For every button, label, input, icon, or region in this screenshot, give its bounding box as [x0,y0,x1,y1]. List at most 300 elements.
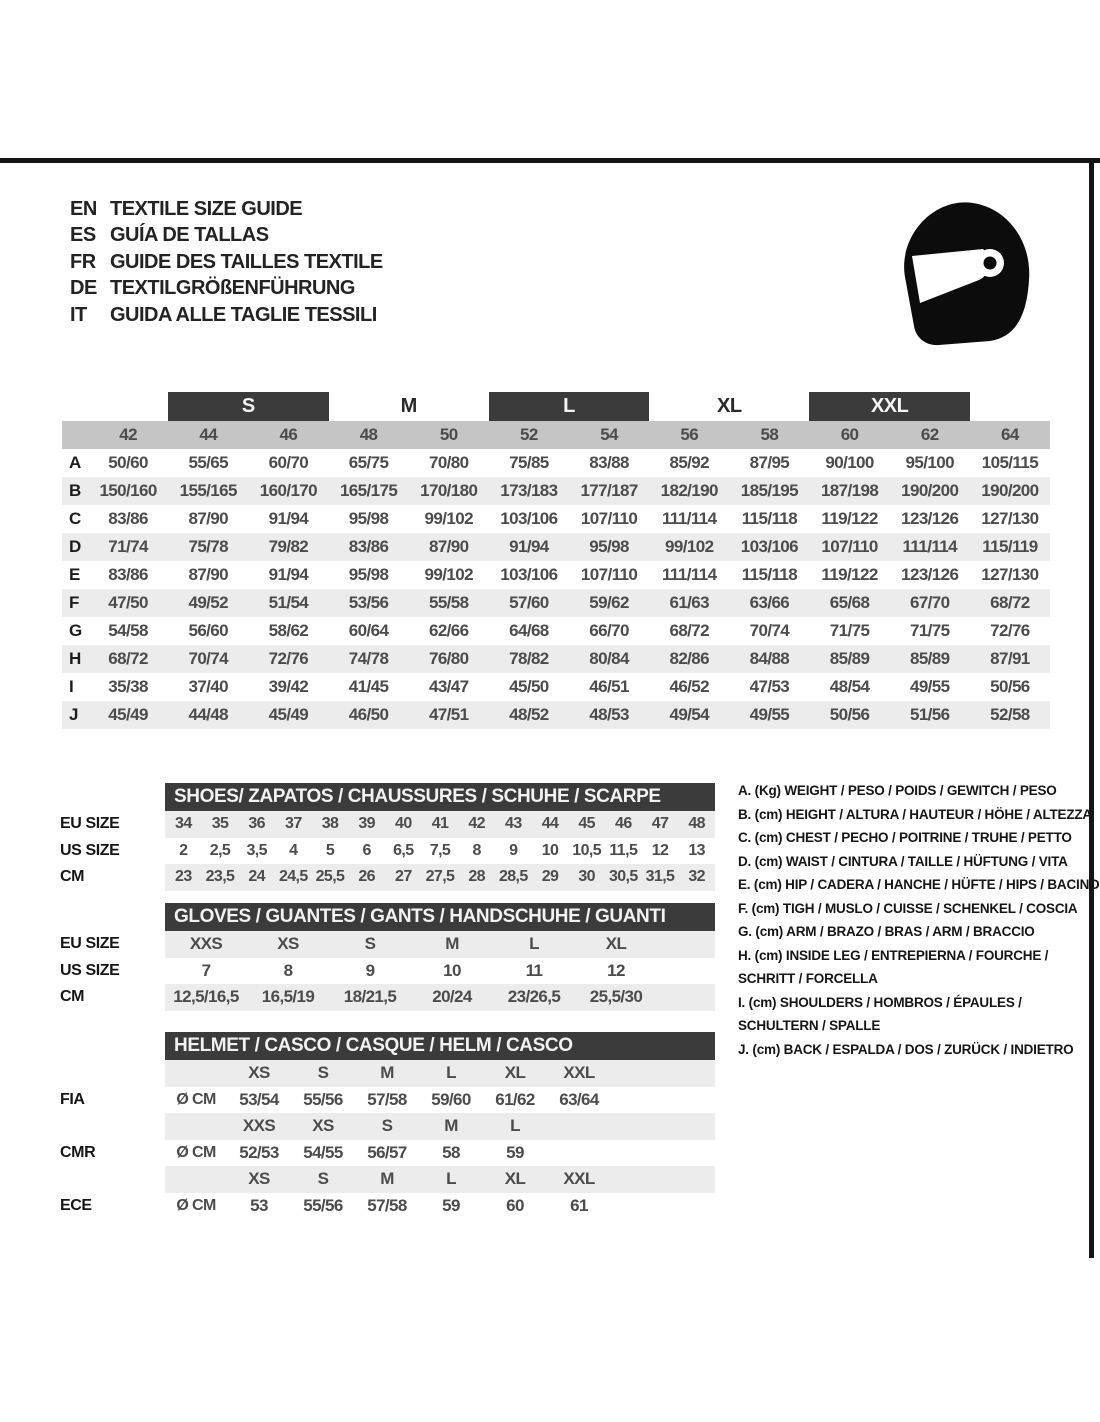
size-value: 5 [325,841,335,859]
measurement-value: 83/86 [348,537,389,556]
helmet-size-label: XS [248,1063,270,1083]
measurement-value: 49/52 [188,593,229,612]
measurement-value: 43/47 [428,677,469,696]
size-value: 38 [321,815,339,833]
measurement-value: 71/74 [108,537,148,556]
language-title: GUIDE DES TAILLES TEXTILE [110,250,383,273]
measurement-value: 185/195 [740,481,799,500]
size-value: 28 [468,868,485,886]
language-title: GUIDA ALLE TAGLIE TESSILI [110,303,377,326]
measurement-value: 45/49 [108,705,148,724]
measurement-value: 123/126 [901,565,959,584]
measurement-value: 85/92 [669,453,710,472]
measurement-value: 72/76 [990,621,1030,640]
helmet-size-label: XS [248,1169,270,1189]
measurement-value: 99/102 [424,509,473,528]
scale-label: EU SIZE [60,815,120,833]
gloves-row [60,958,720,985]
gloves-values [165,984,715,1011]
size-value: 24,5 [278,868,308,886]
measurement-value: 51/56 [909,705,950,724]
measurement-row-b [62,477,1050,505]
measurement-row-g [62,617,1050,645]
measurement-rows [62,449,1050,729]
size-value: XS [277,934,299,954]
measurement-value: 46/52 [669,677,710,696]
measurement-value: 60/70 [268,453,309,472]
helmet-size-labels [165,1113,715,1140]
helmet-title: HELMET / CASCO / CASQUE / HELM / CASCO [165,1032,715,1060]
size-value: 10 [443,960,461,980]
size-group-l: L [489,392,649,421]
measurement-value: 65/68 [829,593,870,612]
measurement-value: 48/54 [829,677,870,696]
helmet-size-header-row [60,1060,720,1087]
measurement-value: 62/66 [428,621,469,640]
measurement-row-label: A [69,453,81,472]
right-border-line [1089,158,1094,1258]
helmet-size-label: S [317,1063,329,1083]
numeric-size-label: 42 [119,425,137,444]
size-value: L [529,934,539,954]
size-value: 20/24 [432,987,472,1007]
measurement-value: 71/75 [909,621,950,640]
helmet-size-value: 59 [442,1195,460,1215]
size-value: 11,5 [609,841,638,859]
language-title: TEXTILGRÖßENFÜHRUNG [110,277,355,300]
numeric-size-label: 54 [600,425,618,444]
language-code: FR [70,250,96,273]
measurement-value: 99/102 [424,565,473,584]
numeric-size-label: 44 [199,425,218,444]
measurement-value: 165/175 [339,481,398,500]
helmet-size-label: XXL [563,1169,595,1189]
size-value: 2,5 [209,841,231,859]
measurement-value: 68/72 [108,649,148,668]
measurement-row-i [62,673,1050,701]
measurement-row-a [62,449,1050,477]
helmet-size-value: 56/57 [367,1142,407,1162]
size-value: 31,5 [645,868,675,886]
size-group-xl: XL [717,395,742,417]
measurement-value: 87/90 [188,509,229,528]
size-value: 9 [365,960,375,980]
measurement-value: 74/78 [348,649,389,668]
helmet-size-label: S [317,1169,329,1189]
measurement-value: 57/60 [509,593,549,612]
measurement-row-f [62,589,1050,617]
size-group-xxl: XXL [809,392,969,421]
size-value: 44 [541,815,559,833]
helmet-values [165,1193,715,1220]
measurement-value: 44/48 [188,705,229,724]
size-value: 35 [211,815,229,833]
measurement-row-label: H [69,649,81,668]
measurement-value: 48/52 [509,705,549,724]
measurement-value: 87/91 [990,649,1030,668]
measurement-value: 160/170 [259,481,318,500]
measurement-value: 48/53 [589,705,629,724]
size-value: 12,5/16,5 [173,987,239,1007]
measurement-value: 84/88 [749,649,790,668]
measurement-value: 80/84 [589,649,629,668]
measurement-row-label: B [69,481,81,500]
language-title: GUÍA DE TALLAS [110,224,269,247]
measurement-value: 150/160 [99,481,157,500]
shoes-row [60,838,720,865]
measurement-value: 37/40 [188,677,229,696]
size-value: M [445,934,459,954]
shoes-values [165,838,715,865]
measurement-value: 50/56 [829,705,870,724]
measurement-value: 87/95 [749,453,790,472]
measurement-value: 50/56 [990,677,1030,696]
gloves-values [165,931,715,958]
numeric-size-row [62,421,1050,449]
measurement-value: 70/74 [749,621,790,640]
size-value: 28,5 [498,868,528,886]
size-value: 41 [431,815,449,833]
measurement-value: 83/86 [108,509,148,528]
language-row [70,249,383,276]
language-row [70,223,383,250]
diameter-unit: Ø CM [176,1143,216,1161]
measurement-legend [738,779,1100,1061]
gloves-title: GLOVES / GUANTES / GANTS / HANDSCHUHE / GUANTI [165,903,715,931]
size-value: 9 [509,841,518,859]
measurement-row-j [62,701,1050,729]
helmet-value-row [60,1087,720,1114]
helmet-size-value: 59 [506,1142,524,1162]
helmet-size-label: M [380,1169,394,1189]
measurement-row-h [62,645,1050,673]
measurement-value: 79/82 [268,537,309,556]
measurement-row-label: I [69,677,74,696]
measurement-value: 64/68 [509,621,549,640]
size-value: 27 [395,868,412,886]
helmet-icon [893,196,1041,352]
size-value: 25,5/30 [589,987,643,1007]
measurement-row-label: C [69,509,81,528]
helmet-size-label: XL [504,1063,526,1083]
size-value: 6 [362,841,371,859]
numeric-size-label: 46 [279,425,298,444]
measurement-value: 87/90 [428,537,469,556]
helmet-size-value: 57/58 [367,1089,407,1109]
measurement-value: 107/110 [580,565,638,584]
helmet-size-label: XL [504,1169,526,1189]
measurement-row-e [62,561,1050,589]
measurement-value: 127/130 [981,565,1039,584]
measurement-value: 99/102 [665,537,714,556]
measurement-value: 85/89 [829,649,870,668]
size-group-row [62,392,1050,421]
measurement-value: 83/86 [108,565,148,584]
helmet-values [165,1140,715,1167]
measurement-value: 83/88 [589,453,629,472]
helmet-size-value: 61 [570,1195,588,1215]
helmet-size-label: XS [312,1116,334,1136]
measurement-value: 105/115 [981,453,1039,472]
helmet-size-label: XXL [563,1063,595,1083]
measurement-value: 127/130 [981,509,1039,528]
helmet-size-value: 55/56 [303,1195,343,1215]
size-value: 6,5 [393,841,414,859]
helmet-size-value: 53/54 [239,1089,279,1109]
measurement-value: 63/66 [749,593,790,612]
diameter-unit: Ø CM [176,1090,216,1108]
shoes-row [60,864,720,891]
helmet-rows [60,1060,720,1219]
scale-label: CM [60,988,85,1006]
helmet-size-label: L [446,1169,456,1189]
size-value: 10,5 [572,841,602,859]
legend-item: E. (cm) HIP / CADERA / HANCHE / HÜFTE / HIPS / BACINO [738,877,1100,892]
helmet-size-value: 53 [250,1195,268,1215]
measurement-value: 91/94 [268,565,309,584]
measurement-value: 155/165 [179,481,237,500]
measurement-value: 187/198 [820,481,879,500]
size-value: 25,5 [315,868,345,886]
measurement-value: 61/63 [669,593,710,612]
measurement-value: 182/190 [660,481,718,500]
shoes-row [60,811,720,838]
size-value: 29 [541,868,559,886]
measurement-row-label: F [69,593,79,612]
measurement-value: 68/72 [669,621,710,640]
size-value: 23/26,5 [507,987,561,1007]
measurement-value: 49/55 [749,705,790,724]
helmet-size-header-row [60,1166,720,1193]
size-value: 7,5 [429,841,451,859]
measurement-value: 46/50 [348,705,389,724]
size-value: 48 [688,815,705,833]
textile-size-table [62,392,1050,729]
size-value: 4 [289,841,298,859]
helmet-size-label: L [446,1063,456,1083]
language-title: TEXTILE SIZE GUIDE [110,197,303,220]
size-value: 24 [248,868,265,886]
helmet-size-value: 60 [506,1195,524,1215]
legend-item: G. (cm) ARM / BRAZO / BRAS / ARM / BRACCIO [738,924,1035,939]
standard-label: ECE [60,1196,92,1214]
measurement-value: 111/114 [902,537,957,556]
helmet-values [165,1087,715,1114]
size-value: 32 [688,868,705,886]
measurement-value: 47/53 [749,677,790,696]
measurement-value: 95/98 [348,509,389,528]
size-value: 3,5 [246,841,267,859]
language-row [70,276,383,303]
numeric-size-label: 48 [359,425,378,444]
measurement-value: 60/64 [348,621,389,640]
measurement-value: 82/86 [669,649,710,668]
numeric-size-label: 60 [840,425,859,444]
helmet-size-label: S [381,1116,393,1136]
helmet-size-label: XXS [242,1116,276,1136]
top-border-line [0,158,1100,163]
helmet-size-value: 52/53 [239,1142,279,1162]
measurement-value: 59/62 [589,593,629,612]
language-code: ES [70,224,96,247]
measurement-value: 39/42 [268,677,309,696]
measurement-value: 107/110 [821,537,878,556]
measurement-row-d [62,533,1050,561]
size-value: 8 [283,960,293,980]
measurement-value: 115/119 [982,537,1038,556]
helmet-size-value: 57/58 [367,1195,407,1215]
measurement-value: 45/49 [268,705,309,724]
measurement-value: 66/70 [589,621,629,640]
size-value: 39 [358,815,375,833]
size-value: 23 [175,868,192,886]
size-value: 26 [358,868,375,886]
measurement-value: 119/122 [821,509,878,528]
measurement-row-label: J [69,705,78,724]
size-value: 8 [472,841,481,859]
measurement-value: 103/106 [500,565,558,584]
scale-label: EU SIZE [60,935,120,953]
legend-item: J. (cm) BACK / ESPALDA / DOS / ZURÜCK / INDIETRO [738,1041,1074,1057]
legend-item: C. (cm) CHEST / PECHO / POITRINE / TRUHE / PETTO [738,830,1072,845]
gloves-section [60,903,720,1011]
measurement-value: 190/200 [901,481,959,500]
size-value: XXS [189,934,223,954]
measurement-value: 67/70 [909,593,950,612]
size-value: S [364,934,376,954]
size-group-s: S [168,392,328,421]
language-row [70,196,383,223]
measurement-value: 115/118 [741,509,798,528]
legend-item: D. (cm) WAIST / CINTURA / TAILLE / HÜFTUNG / VITA [738,853,1068,869]
size-value: 10 [541,841,559,859]
measurement-value: 91/94 [509,537,549,556]
measurement-value: 76/80 [428,649,469,668]
numeric-size-label: 64 [1001,425,1019,444]
measurement-value: 45/50 [509,677,549,696]
measurement-value: 51/54 [268,593,309,612]
measurement-value: 78/82 [509,649,549,668]
size-value: 34 [175,815,192,833]
helmet-size-label: M [444,1116,458,1136]
helmet-value-row [60,1193,720,1220]
size-value: XL [605,934,627,954]
diameter-unit: Ø CM [176,1196,216,1214]
measurement-value: 111/114 [662,565,717,584]
measurement-value: 103/106 [500,509,558,528]
size-value: 47 [651,815,669,833]
measurement-value: 103/106 [740,537,799,556]
helmet-value-row [60,1140,720,1167]
size-value: 37 [285,815,302,833]
helmet-size-value: 63/64 [559,1089,599,1109]
measurement-value: 47/50 [108,593,148,612]
gloves-values [165,958,715,985]
size-value: 7 [201,960,211,980]
measurement-value: 46/51 [589,677,629,696]
measurement-value: 190/200 [981,481,1039,500]
helmet-size-value: 58 [442,1142,460,1162]
shoes-rows [60,811,720,891]
language-code: DE [70,277,97,300]
size-value: 36 [248,815,265,833]
scale-label: US SIZE [60,841,120,859]
legend-item: H. (cm) INSIDE LEG / ENTREPIERNA / FOURCHE / SCHRITT / FORCELLA [738,947,1049,986]
helmet-size-labels [165,1060,715,1087]
measurement-value: 119/122 [821,565,878,584]
measurement-value: 58/62 [268,621,309,640]
standard-label: CMR [60,1143,96,1161]
measurement-value: 111/114 [662,509,717,528]
helmet-size-label: L [510,1116,520,1136]
size-value: 18/21,5 [343,987,397,1007]
standard-label: FIA [60,1090,85,1108]
measurement-value: 123/126 [901,509,959,528]
measurement-value: 55/58 [428,593,469,612]
measurement-value: 107/110 [580,509,638,528]
size-value: 13 [688,841,705,859]
size-value: 12 [651,841,669,859]
measurement-value: 85/89 [909,649,950,668]
measurement-row-label: E [69,565,80,584]
gloves-rows [60,931,720,1011]
measurement-value: 52/58 [990,705,1030,724]
helmet-size-value: 55/56 [303,1089,343,1109]
size-value: 23,5 [205,868,235,886]
shoes-title: SHOES/ ZAPATOS / CHAUSSURES / SCHUHE / SCARPE [165,783,715,811]
helmet-size-value: 59/60 [431,1089,471,1109]
numeric-size-label: 58 [760,425,779,444]
scale-label: US SIZE [60,961,120,979]
shoes-section [60,783,720,891]
measurement-value: 56/60 [188,621,229,640]
size-value: 30 [578,868,595,886]
helmet-size-label: M [380,1063,394,1083]
gloves-row [60,984,720,1011]
size-value: 42 [468,815,485,833]
numeric-size-label: 56 [680,425,699,444]
size-value: 45 [578,815,595,833]
measurement-value: 47/51 [428,705,469,724]
measurement-value: 72/76 [268,649,309,668]
helmet-size-labels [165,1166,715,1193]
measurement-value: 177/187 [580,481,638,500]
legend-item: B. (cm) HEIGHT / ALTURA / HAUTEUR / HÖHE / ALTEZZA [738,806,1092,822]
measurement-value: 75/85 [509,453,549,472]
measurement-value: 49/54 [669,705,710,724]
measurement-value: 115/118 [741,565,798,584]
helmet-size-value: 54/55 [303,1142,343,1162]
measurement-value: 91/94 [268,509,309,528]
measurement-value: 71/75 [829,621,870,640]
measurement-value: 75/78 [188,537,229,556]
measurement-value: 87/90 [188,565,229,584]
measurement-value: 95/98 [348,565,389,584]
measurement-row-label: D [69,537,81,556]
legend-item: A. (Kg) WEIGHT / PESO / POIDS / GEWITCH / PESO [738,783,1057,798]
size-group-m: M [400,395,417,417]
measurement-value: 95/100 [905,453,954,472]
size-value: 46 [615,815,632,833]
helmet-section [60,1032,720,1219]
language-title-list [70,196,383,329]
measurement-value: 54/58 [108,621,148,640]
language-code: IT [70,303,87,326]
measurement-row-label: G [69,621,82,640]
language-code: EN [70,197,97,220]
size-value: 27,5 [425,868,455,886]
measurement-value: 68/72 [990,593,1030,612]
